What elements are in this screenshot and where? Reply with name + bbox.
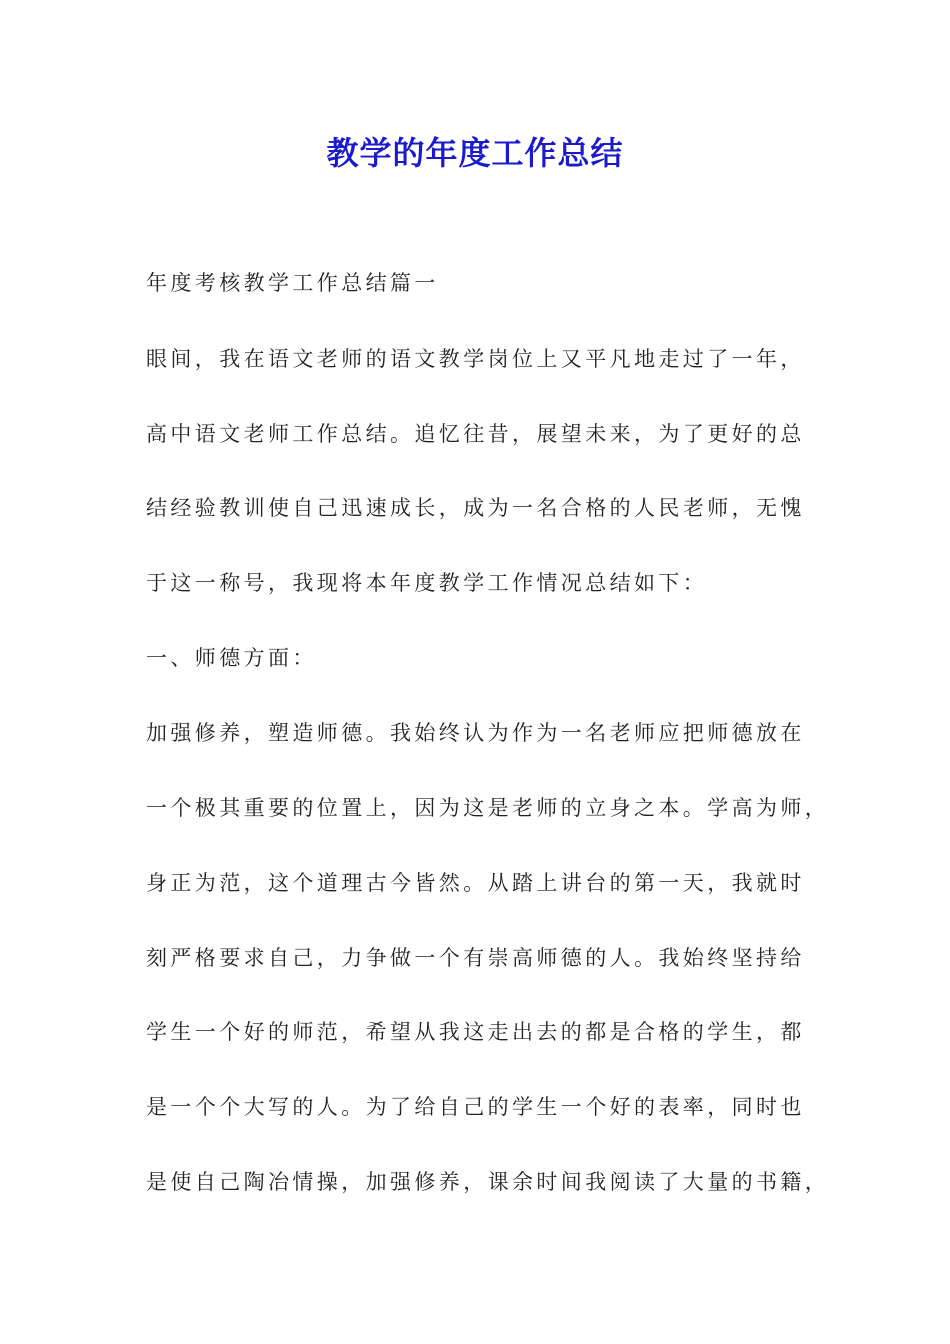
- section-heading: 一、师德方面：: [146, 646, 317, 670]
- body-line: 高中语文老师工作总结。追忆往昔，展望未来，为了更好的总: [146, 422, 805, 446]
- document-title: 教学的年度工作总结: [326, 134, 624, 172]
- body-line: 一个极其重要的位置上，因为这是老师的立身之本。学高为师，: [146, 796, 830, 820]
- body-line: 学生一个好的师范，希望从我这走出去的都是合格的学生，都: [146, 1020, 805, 1044]
- body-line: 加强修养，塑造师德。我始终认为作为一名老师应把师德放在: [146, 721, 805, 745]
- body-line: 眼间，我在语文老师的语文教学岗位上又平凡地走过了一年，: [146, 347, 805, 371]
- body-line: 是使自己陶冶情操，加强修养，课余时间我阅读了大量的书籍，: [146, 1170, 830, 1194]
- body-line: 结经验教训使自己迅速成长，成为一名合格的人民老师，无愧: [146, 496, 805, 520]
- body-line: 于这一称号，我现将本年度教学工作情况总结如下：: [146, 571, 708, 595]
- body-line: 刻严格要求自己，力争做一个有崇高师德的人。我始终坚持给: [146, 946, 805, 970]
- body-line: 身正为范，这个道理古今皆然。从踏上讲台的第一天，我就时: [146, 871, 805, 895]
- body-line: 是一个个大写的人。为了给自己的学生一个好的表率，同时也: [146, 1095, 805, 1119]
- section-heading: 年度考核教学工作总结篇一: [146, 271, 439, 295]
